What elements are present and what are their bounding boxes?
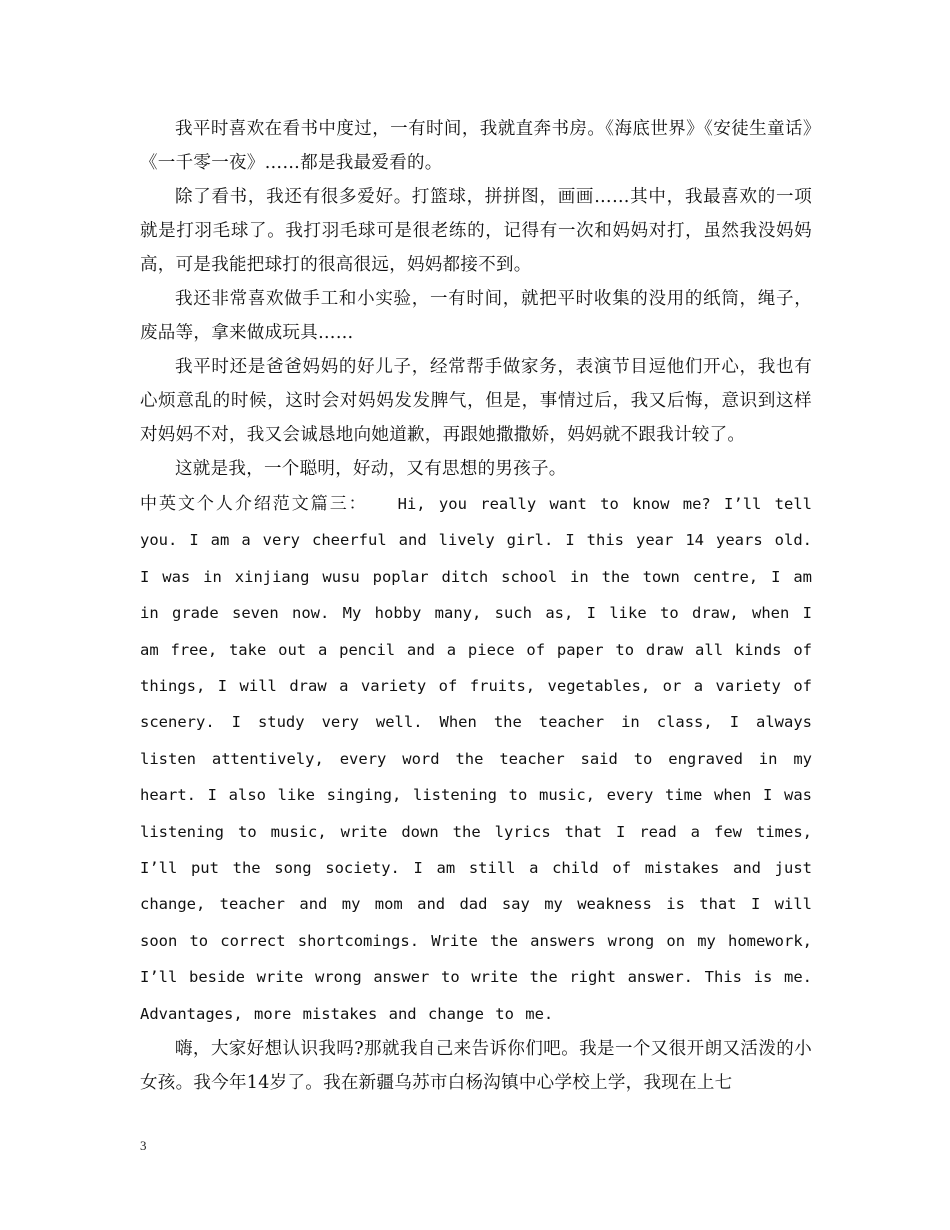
document-body [140,112,812,1100]
paragraph-chinese-intro: 嗨，大家好想认识我吗?那就我自己来告诉你们吧。我是一个又很开朗又活泼的小女孩。我今年14岁了。我在新疆乌苏市白杨沟镇中心学校上学，我现在上七 [140,1039,812,1094]
english-section [140,486,812,1032]
paragraph-reading: 我平时喜欢在看书中度过，一有时间，我就直奔书房。《海底世界》《安徒生童话》《一千零一夜》……都是我最爱看的。 [140,119,812,173]
paragraph-hobbies: 除了看书，我还有很多爱好。打篮球，拼拼图，画画……其中，我最喜欢的一项就是打羽毛球了。我打羽毛球可是很老练的，记得有一次和妈妈对打，虽然我没妈妈高，可是我能把球打的很高很远，妈妈都接不到。 [140,187,812,275]
page-number: 3 [140,1138,147,1153]
english-paragraph: Hi, you really want to know me? I’ll tell you. I am a very cheerful and lively girl. I this year 14 years old. I was in xinjiang wusu poplar ditch school in the town centre, I am in grade seven now. My hobby many, such as, I like to draw, when I am free, take out a pencil and a piece of paper to draw all kinds of things, I will draw a variety of fruits, vegetables, or a variety of scenery. I study very well. When the teacher in class, I always listen attentively, every word the teacher said to engraved in my heart. I also like singing, listening to music, every time when I was listening to music, write down the lyrics that I read a few times, I’ll put the song society. I am still a child of mistakes and just change, teacher and my mom and dad say my weakness is that I will soon to correct shortcomings. Write the answers wrong on my homework, I’ll beside write wrong answer to write the right answer. This is me. Advantages, more mistakes and change to me. [140,495,813,1023]
paragraph-handcraft: 我还非常喜欢做手工和小实验，一有时间，就把平时收集的没用的纸筒，绳子，废品等，拿来做成玩具…… [140,289,812,343]
paragraph-family: 我平时还是爸爸妈妈的好儿子，经常帮手做家务，表演节目逗他们开心，我也有心烦意乱的时候，这时会对妈妈发发脾气，但是，事情过后，我又后悔，意识到这样对妈妈不对，我又会诚恳地向她道歉，再跟她撒撒娇，妈妈就不跟我计较了。 [140,357,812,445]
section-heading: 中英文个人介绍范文篇三： [140,494,368,514]
paragraph-conclusion: 这就是我，一个聪明，好动，又有思想的男孩子。 [175,459,567,479]
